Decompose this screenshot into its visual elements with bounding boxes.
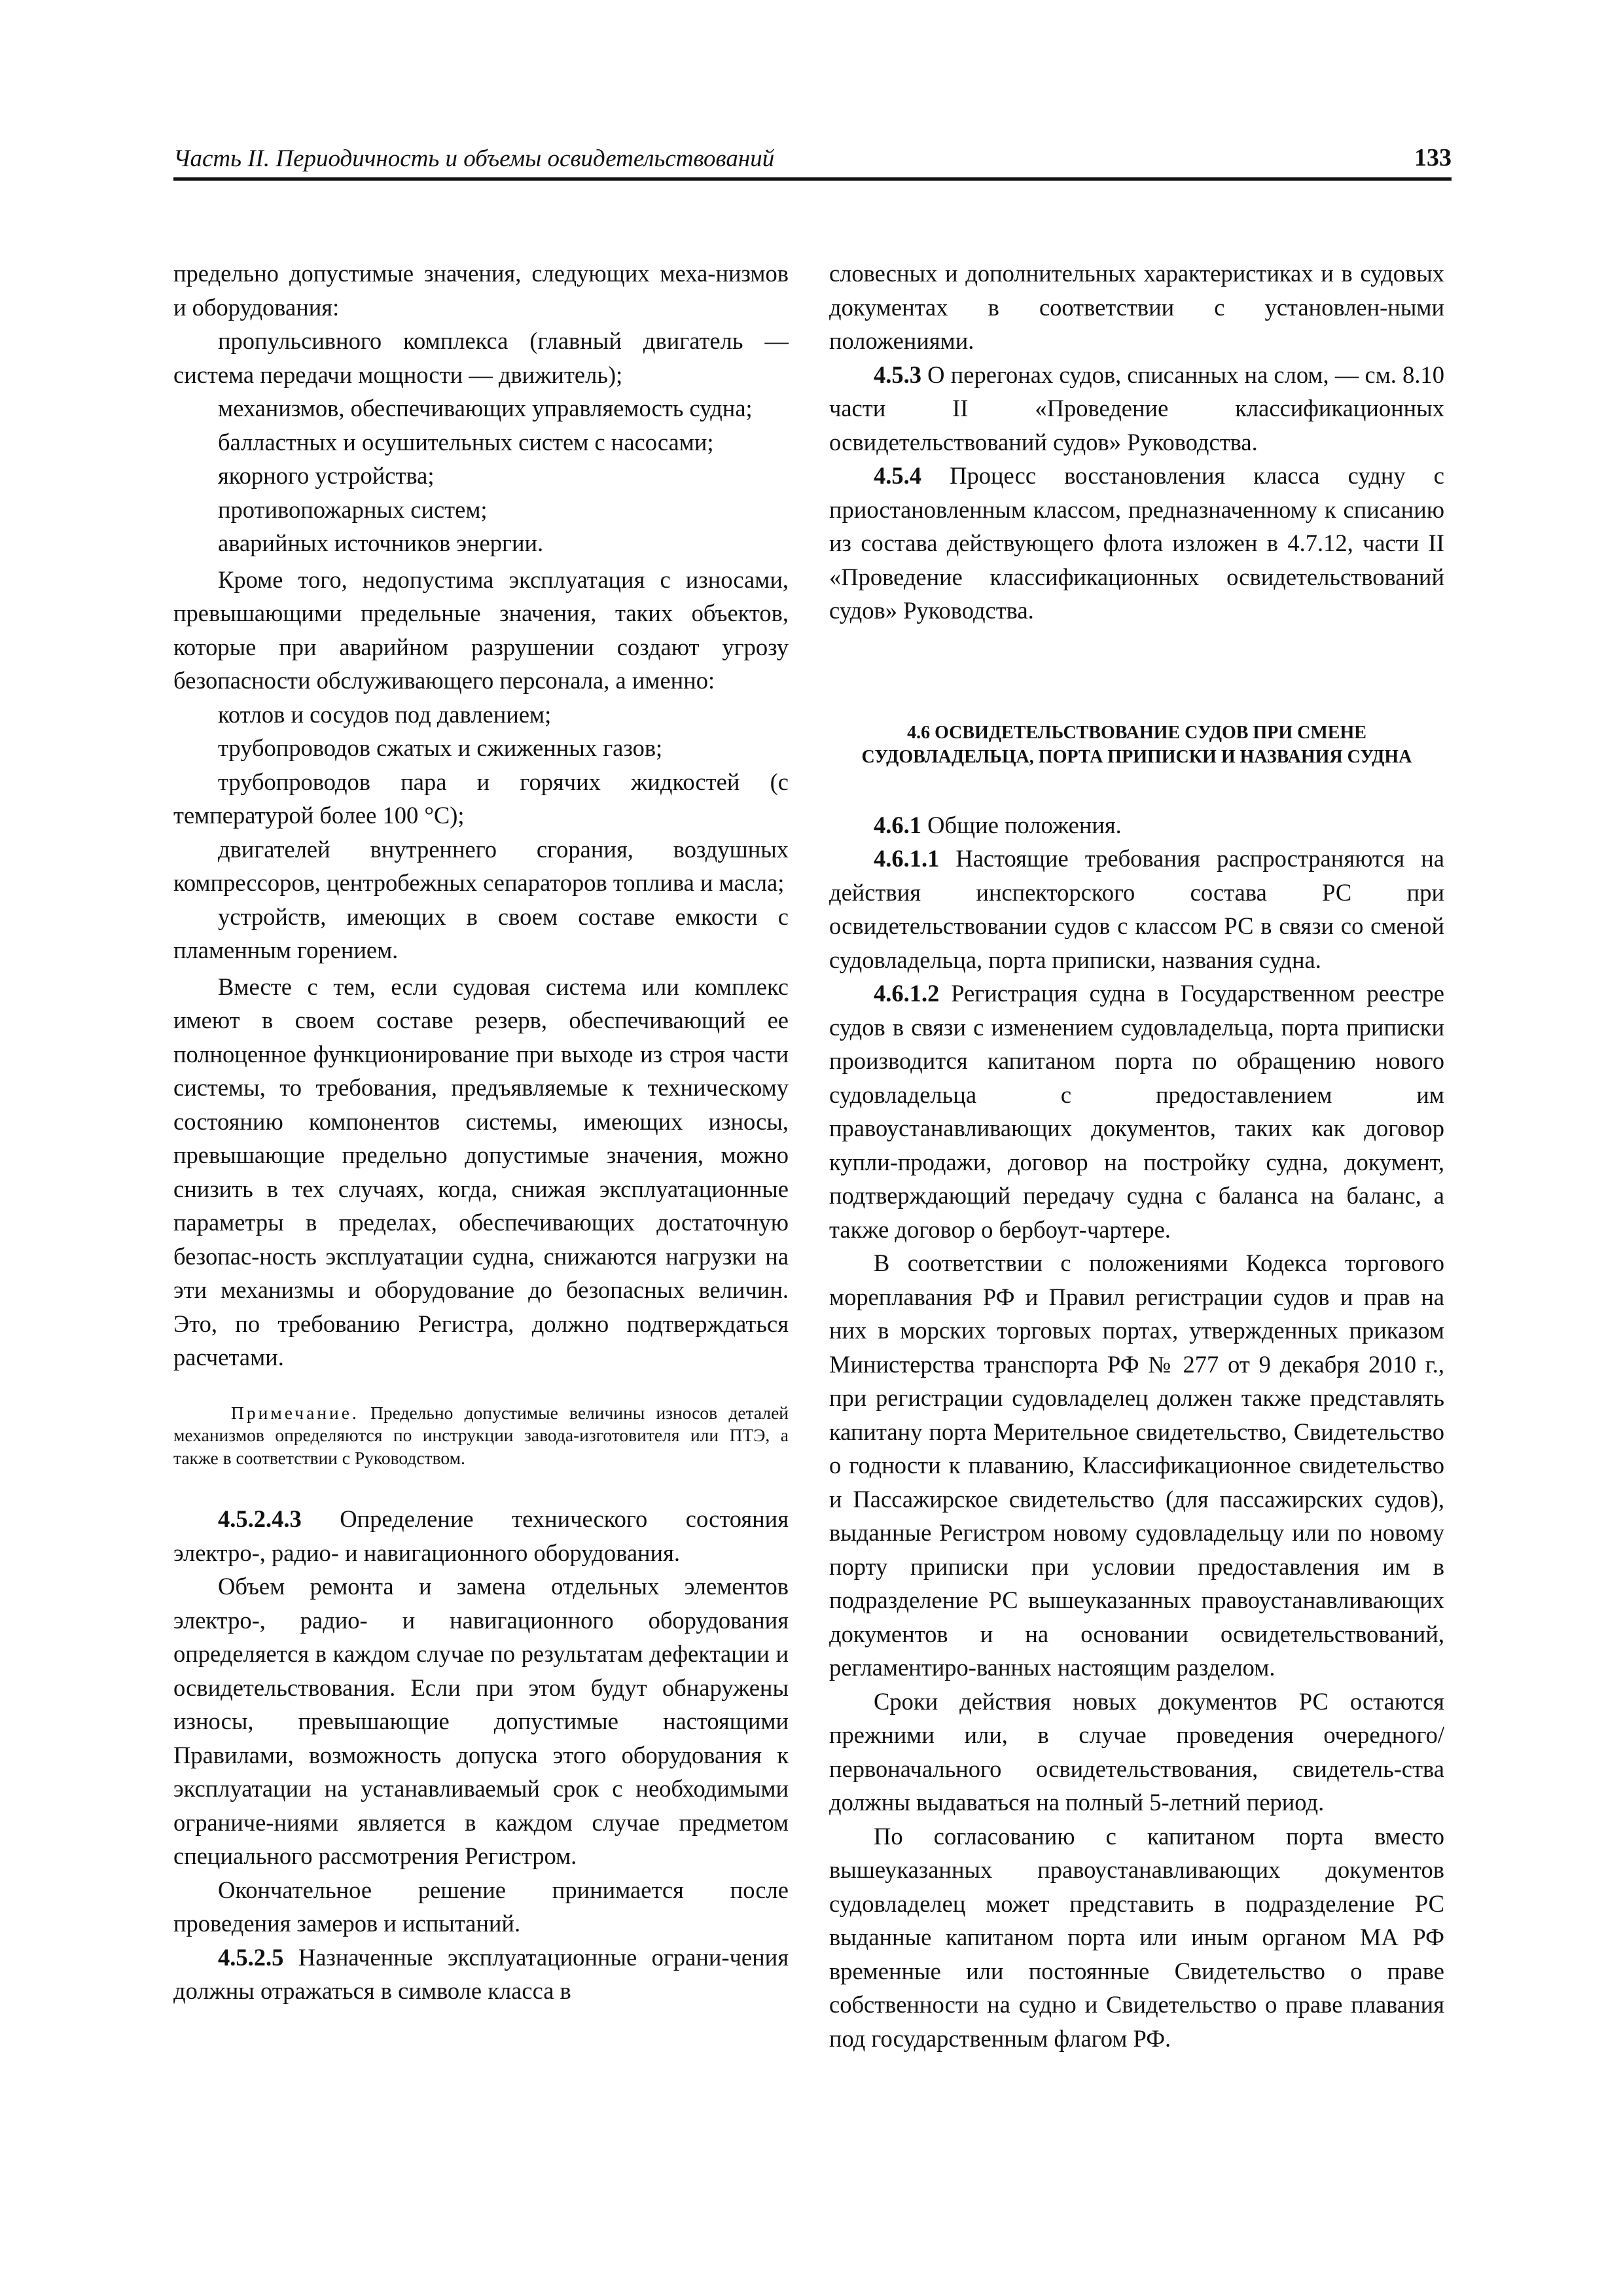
page-number: 133	[1414, 144, 1452, 171]
paragraph: Вместе с тем, если судовая система или комплекс имеют в своем составе резерв, обеспечивающий ее полноценное функционирование при выходе из строя части системы, то требования, предъявляемые к техническому состоянию компонентов системы, имеющих износы, превышающие предельно допустимые значения, можно снизить в тех случаях, когда, снижая эксплуатационные параметры в пределах, обеспечивающих достаточную безопас-ность эксплуатации судна, снижаются нагрузки на эти механизмы и оборудование до безопасных величин. Это, по требованию Регистра, должно подтверждаться расчетами.	[173, 973, 789, 1371]
section-number: 4.5.4	[874, 462, 921, 489]
paragraph: Объем ремонта и замена отдельных элементов электро-, радио- и навигационного оборудования определяется в каждом случае по результатам дефектации и освидетельствования. Если при этом будут обнаружены износы, превышающие допустимые настоящими Правилами, возможность допуска этого оборудования к эксплуатации на устанавливаемый срок с необходимыми ограниче-ниями является в каждом случае предметом специального рассмотрения Регистром.	[173, 1573, 789, 1869]
section-number: 4.6.1	[874, 811, 921, 838]
paragraph: предельно допустимые значения, следующих меха-низмов и оборудования:	[173, 260, 789, 321]
paragraph-text: Регистрация судна в Государственном реестре судов в связи с изменением судовладельца, порта приписки производится капитаном порта по обращению нового судовладельца с предоставлением им правоустанавливающих документов, таких как договор купли-продажи, договор на постройку судна, документ, подтверждающий передачу судна с баланса на баланс, а также договор о бербоут-чартере.	[829, 980, 1444, 1243]
running-head: Часть II. Периодичность и объемы освидетельствований	[173, 145, 775, 172]
paragraph: Сроки действия новых документов РС остаются прежними или, в случае проведения очередного/ первоначального освидетельствования, свидетель-ства должны выдаваться на полный 5-летний период.	[829, 1687, 1444, 1816]
paragraph: Окончательное решение принимается после проведения замеров и испытаний.	[173, 1876, 789, 1937]
list-item: трубопроводов сжатых и сжиженных газов;	[218, 734, 663, 761]
paragraph-text: О перегонах судов, списанных на слом, — см. 8.10 части II «Проведение классификационных освидетельствований судов» Руководства.	[829, 361, 1444, 456]
paragraph	[829, 842, 1444, 977]
section-heading: 4.6 ОСВИДЕТЕЛЬСТВОВАНИЕ СУДОВ ПРИ СМЕНЕ СУДОВЛАДЕЛЬЦА, ПОРТА ПРИПИСКИ И НАЗВАНИЯ СУДНА	[861, 722, 1412, 767]
paragraph-text: Назначенные эксплуатационные ограни-чения должны отражаться в символе класса в	[173, 1943, 789, 2004]
section-number: 4.6.1.2	[874, 980, 940, 1007]
paragraph	[173, 1941, 789, 2008]
list-item: противопожарных систем;	[218, 495, 488, 523]
list-item: механизмов, обеспечивающих управляемость судна;	[218, 395, 753, 422]
section-number: 4.5.2.4.3	[218, 1505, 302, 1532]
left-column	[173, 257, 789, 2008]
section-number: 4.5.2.5	[218, 1943, 284, 1971]
paragraph: В соответствии с положениями Кодекса торгового мореплавания РФ и Правил регистрации судов и прав на них в морских торговых портах, утвержденных приказом Министерства транспорта РФ № 277 от 9 декабря 2010 г., при регистрации судовладелец должен также представлять капитану порта Мерительное свидетельство, Свидетельство о годности к плаванию, Классификационное свидетельство и Пассажирское свидетельство (для пассажирских судов), выданные Регистром новому судовладельцу или по новому порту приписки при условии предоставления им в подразделение РС вышеуказанных правоустанавливающих документов и на основании освидетельствований, регламентиро-ванных настоящим разделом.	[829, 1249, 1444, 1681]
section-number: 4.6.1.1	[874, 845, 940, 872]
paragraph: Кроме того, недопустима эксплуатация с износами, превышающими предельные значения, таких объектов, которые при аварийном разрушении создают угрозу безопасности обслуживающего персонала, а именно:	[173, 565, 789, 694]
paragraph	[829, 977, 1444, 1246]
note	[173, 1402, 789, 1470]
list-item: двигателей внутреннего сгорания, воздушных компрессоров, центробежных сепараторов топлива и масла;	[173, 835, 789, 896]
list-item: якорного устройства;	[218, 462, 435, 489]
section-number: 4.5.3	[874, 361, 921, 388]
paragraph-text: Общие положения.	[921, 811, 1122, 838]
note-text: Предельно допустимые величины износов деталей механизмов определяются по инструкции завода-изготовителя или ПТЭ, а также в соответствии с Руководством.	[173, 1402, 789, 1468]
list-item: котлов и сосудов под давлением;	[218, 700, 552, 728]
paragraph	[173, 1502, 789, 1570]
list-item: пропульсивного комплекса (главный двигатель — система передачи мощности — движитель);	[173, 327, 789, 388]
paragraph-text: Настоящие требования распространяются на действия инспекторского состава РС при освидетельствовании судов с классом РС в связи со сменой судовладельца, порта приписки, названия судна.	[829, 845, 1444, 973]
paragraph-text: Процесс восстановления класса судну с приостановленным классом, предназначенному к списанию из состава действующего флота изложен в 4.7.12, части II «Проведение классификационных освидетельствований судов» Руководства.	[829, 462, 1444, 624]
paragraph	[829, 459, 1444, 628]
paragraph: По согласованию с капитаном порта вместо вышеуказанных правоустанавливающих документов судовладелец может представить в подразделение РС выданные капитаном порта или иным органом МА РФ временные или постоянные Свидетельство о праве собственности на судно и Свидетельство о праве плавания под государственным флагом РФ.	[829, 1822, 1444, 2052]
list-item: аварийных источников энергии.	[218, 529, 544, 556]
list-item: трубопроводов пара и горячих жидкостей (с температурой более 100 °С);	[173, 768, 789, 829]
paragraph	[829, 358, 1444, 459]
note-label: Примечание.	[231, 1402, 359, 1423]
paragraph	[829, 808, 1444, 842]
right-column	[829, 257, 1444, 2055]
page-header	[173, 141, 1452, 181]
list-item: балластных и осушительных систем с насосами;	[218, 428, 714, 456]
paragraph: словесных и дополнительных характеристиках и в судовых документах в соответствии с установлен-ными положениями.	[829, 260, 1444, 354]
paragraph-text: Определение технического состояния электро-, радио- и навигационного оборудования.	[173, 1505, 789, 1566]
list-item: устройств, имеющих в своем составе емкости с пламенным горением.	[173, 903, 789, 963]
